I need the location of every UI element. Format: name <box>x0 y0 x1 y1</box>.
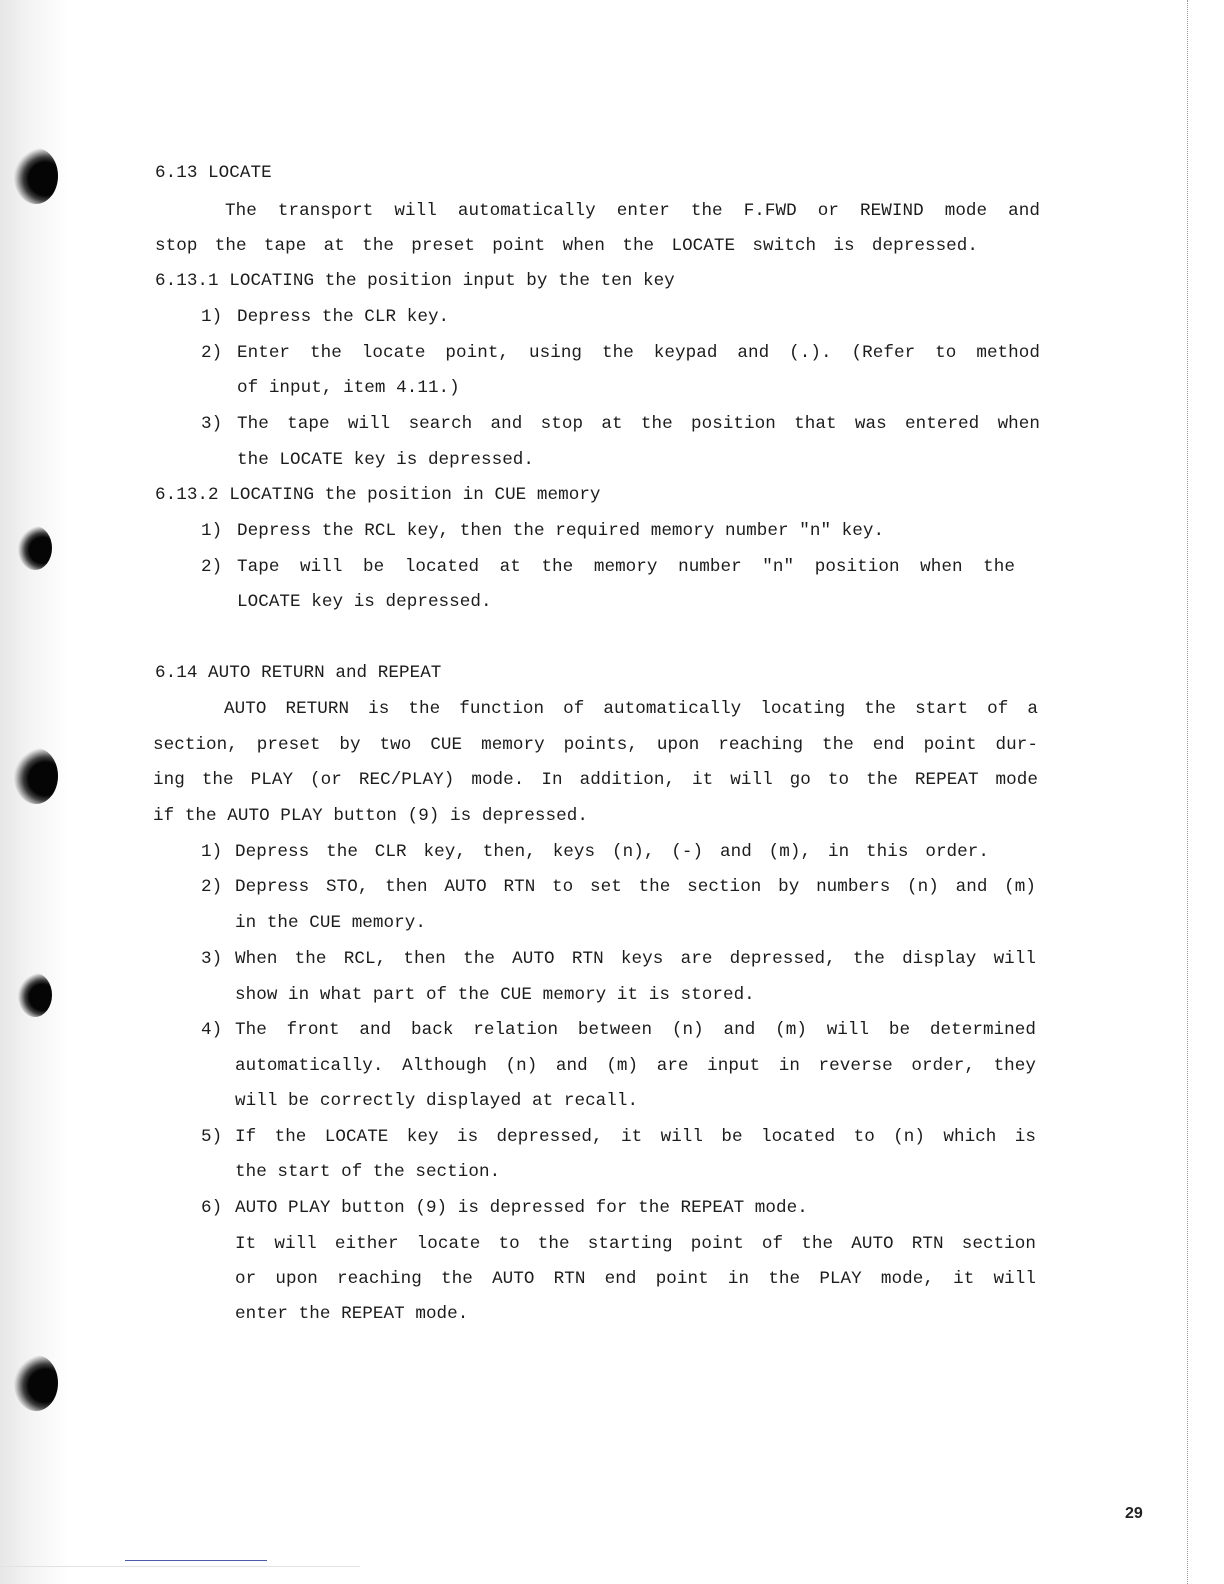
step-number: 4) <box>201 1020 223 1040</box>
step-text: in the CUE memory. <box>235 913 426 933</box>
punch-hole <box>14 148 58 204</box>
step-number: 2) <box>201 877 223 897</box>
section-heading: 6.14 AUTO RETURN and REPEAT <box>155 663 442 683</box>
step-text: automatically. Although (n) and (m) are input in reverse order, they <box>235 1056 1036 1076</box>
step-text: the LOCATE key is depressed. <box>237 450 535 470</box>
paragraph-line: if the AUTO PLAY button (9) is depressed. <box>153 806 588 826</box>
step-text: Depress the RCL key, then the required memory number "n" key. <box>237 521 885 541</box>
step-text: Depress STO, then AUTO RTN to set the section by numbers (n) and (m) <box>235 877 1036 897</box>
bottom-rule <box>0 1566 360 1567</box>
step-text: the start of the section. <box>235 1162 501 1182</box>
step-number: 6) <box>201 1198 223 1218</box>
step-text: Enter the locate point, using the keypad and (.). (Refer to method <box>237 343 1040 363</box>
page-edge <box>1187 0 1188 1584</box>
step-text: If the LOCATE key is depressed, it will be located to (n) which is <box>235 1127 1036 1147</box>
bottom-rule <box>125 1560 267 1561</box>
step-number: 1) <box>201 842 223 862</box>
step-text: Tape will be located at the memory number "n" position when the <box>237 557 1015 577</box>
step-number: 5) <box>201 1127 223 1147</box>
section-heading: 6.13 LOCATE <box>155 163 272 183</box>
step-text: AUTO PLAY button (9) is depressed for the REPEAT mode. <box>235 1198 808 1218</box>
paragraph-line: section, preset by two CUE memory points, upon reaching the end point dur- <box>153 735 1038 755</box>
step-text: show in what part of the CUE memory it is stored. <box>235 985 755 1005</box>
paragraph-line: ing the PLAY (or REC/PLAY) mode. In addition, it will go to the REPEAT mode <box>153 770 1038 790</box>
paragraph-line: AUTO RETURN is the function of automatically locating the start of a <box>224 699 1038 719</box>
step-text: The front and back relation between (n) and (m) will be determined <box>235 1020 1036 1040</box>
step-text: LOCATE key is depressed. <box>237 592 492 612</box>
step-text: will be correctly displayed at recall. <box>235 1091 639 1111</box>
step-text: The tape will search and stop at the position that was entered when <box>237 414 1040 434</box>
paragraph-line: stop the tape at the preset point when the LOCATE switch is depressed. <box>155 236 978 256</box>
page-number: 29 <box>1125 1505 1143 1522</box>
step-text: or upon reaching the AUTO RTN end point in the PLAY mode, it will <box>235 1269 1036 1289</box>
step-number: 1) <box>201 521 223 541</box>
punch-hole <box>14 1355 58 1411</box>
step-number: 3) <box>201 949 223 969</box>
step-number: 2) <box>201 343 223 363</box>
step-text: Depress the CLR key, then, keys (n), (-) and (m), in this order. <box>235 842 989 862</box>
subsection-heading: 6.13.1 LOCATING the position input by the ten key <box>155 271 675 291</box>
step-text: Depress the CLR key. <box>237 307 450 327</box>
punch-hole <box>18 526 52 570</box>
step-number: 1) <box>201 307 223 327</box>
step-text: It will either locate to the starting point of the AUTO RTN section <box>235 1234 1036 1254</box>
step-text: enter the REPEAT mode. <box>235 1304 469 1324</box>
punch-hole <box>14 748 58 804</box>
step-number: 3) <box>201 414 223 434</box>
paragraph-line: The transport will automatically enter the F.FWD or REWIND mode and <box>225 201 1040 221</box>
step-text: of input, item 4.11.) <box>237 378 460 398</box>
punch-hole <box>18 973 52 1017</box>
subsection-heading: 6.13.2 LOCATING the position in CUE memory <box>155 485 601 505</box>
step-number: 2) <box>201 557 223 577</box>
step-text: When the RCL, then the AUTO RTN keys are depressed, the display will <box>235 949 1036 969</box>
